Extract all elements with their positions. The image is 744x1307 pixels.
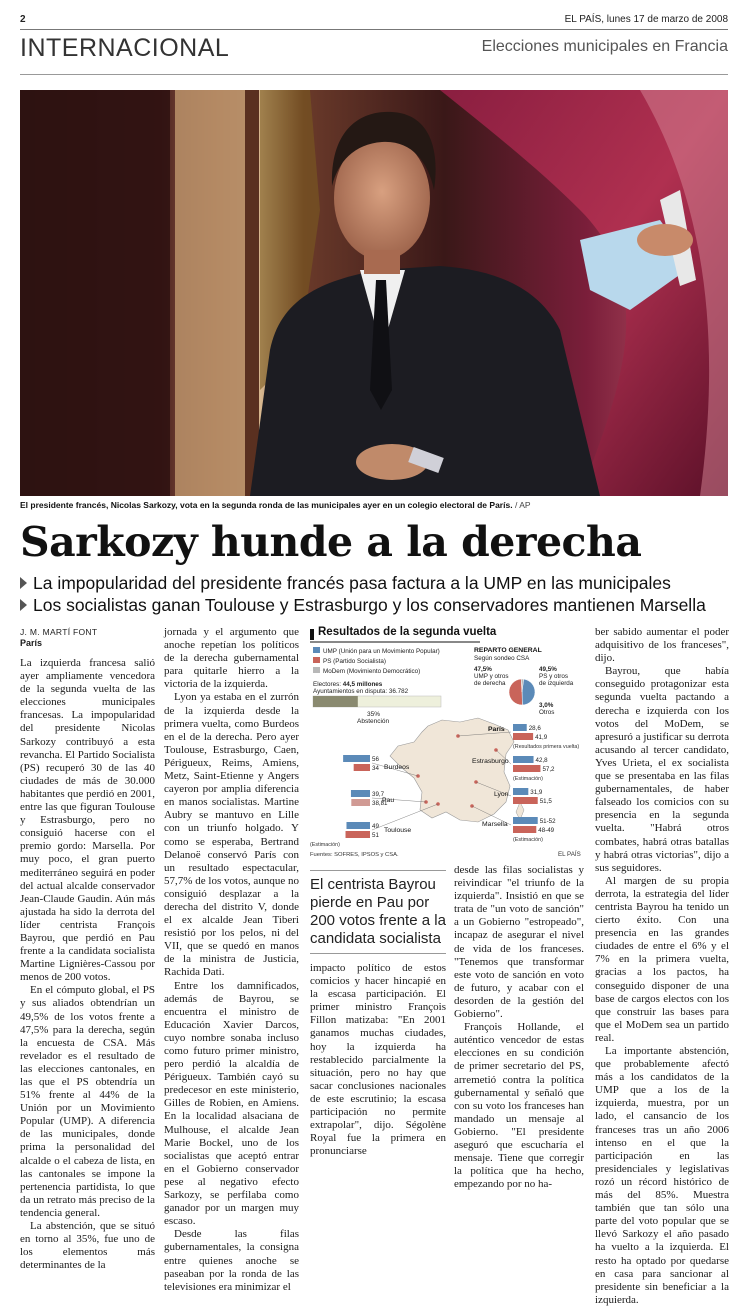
- deck-line-1: [20, 573, 728, 594]
- paragraph: Al margen de su propia derrota, la estrategia del líder centrista Bayrou ha tenido un cierto éxito. Con una presencia en las grandes ciudades de entre el 6% y el 7% en la primera vuelta, gracias a los pactos, ha conseguido disponer de una base de cargos electos con los que construir las bases para que el MoDem sea un partido real.: [595, 874, 729, 1044]
- paragraph: Lyon ya estaba en el zurrón de la izquierda desde la primera vuelta, como Burdeos en el de la derecha. Pero ayer Toulouse, Estrasburgo, Caen, Périgueux, Reims, Amiens, Metz, Saint-Etienne y Angers cayeron por amplia diferencia en manos socialistas. Martine Aubry se mantuvo en Lille con un triunfo holgado. Y como se esperaba, Bertrand Delanoë conservó París con un resultado espectacular, 57,7% de los votos, aunque no consiguió desplazar a la derecha del distrito V, donde el ex alcalde Jean Tiberi resistió por los pelos, ni del VII, que se quedó en manos de la ministra de Justicia, Rachida Dati.: [164, 691, 299, 979]
- pie-label-otros-pct: 3,0%: [539, 702, 554, 709]
- paragraph: Bayrou, que había conseguido protagonizar esta segunda vuelta pactando a derecha e izquierda con los votos del MoDem, se apresuró a justificar su derrota acusando al tercer candidato, Yves Urieta, el ex socialista que se presentaba en las filas gubernamentales, de haber falseado los comicios con su presencia en la segunda vuelta. "Habrá otros combates, habrá otras batallas y habrá otras victorias", dijo a sus seguidores.: [595, 665, 729, 874]
- sources: Fuentes: SOFRES, IPSOS y CSA.: [310, 852, 399, 858]
- value-ump-burdeos: 56: [372, 756, 379, 763]
- value-ump-marsella: 51-52: [539, 818, 556, 825]
- pie-label-otros: Otros: [539, 709, 555, 716]
- pie-label-ump-2: de derecha: [474, 680, 506, 687]
- electores-label: [313, 681, 383, 688]
- pullquote: El centrista Bayrou pierde en Pau por 200 votos frente a la candidata socialista: [310, 876, 446, 947]
- value-ps-marsella: 48-49: [538, 827, 555, 834]
- note-toulouse: (Estimación): [310, 842, 340, 848]
- city-label-lyon: Lyon: [494, 791, 509, 798]
- bar-ps-burdeos: [354, 764, 370, 771]
- value-ump-toulouse: 49: [372, 823, 379, 830]
- deck-text-1: La impopularidad del presidente francés pasa factura a la UMP en las municipales: [33, 573, 671, 593]
- bar-ps-pau-overlay: [351, 799, 370, 806]
- city-label-burdeos: Burdeos: [384, 764, 410, 771]
- city-label-pau: Pau: [382, 797, 395, 804]
- ayuntamientos: Ayuntamientos en disputa: 36.782: [313, 688, 409, 695]
- infographic-graphic: [310, 626, 584, 860]
- body-column-2: [164, 626, 299, 1294]
- legend-swatch-ps: [313, 657, 320, 663]
- paragraph: ber sabido aumentar el poder adquisitivo de los franceses", dijo.: [595, 626, 729, 665]
- pie-chart: [509, 679, 535, 705]
- pie-label-ps-2: de izquierda: [539, 680, 574, 687]
- legend-modem: MoDem (Movimiento Democrático): [323, 668, 421, 675]
- paragraph: En el cómputo global, el PS y sus aliados obtendrían un 49,5% de los votos frente a 47,5% para la derecha, según la encuesta de CSA. Más revelador es el resultado de las elecciones cantonales, en las que el PS obtendría un 51% frente al 44% de la Unión por un Movimiento Popular (UMP). A diferencia de las municipales, donde prima la personalidad del alcalde o el cabeza de lista, en las cantonales se impone la pertenencia partidista, lo que da un retrato más preciso de la tendencia general.: [20, 984, 155, 1219]
- note-pars: (Resultados primera vuelta): [513, 744, 580, 750]
- body-column-5: [595, 626, 729, 1307]
- value-ps-toulouse: 51: [372, 832, 379, 839]
- city-label-marsella: Marsella: [482, 821, 508, 828]
- note-estrasburgo: (Estimación): [513, 776, 543, 782]
- photo-illustration: [20, 90, 728, 496]
- body-column-1: [20, 657, 155, 1272]
- section-subtitle: Elecciones municipales en Francia: [481, 38, 728, 55]
- legend-swatch-ump: [313, 647, 320, 653]
- triangle-bullet-icon: [20, 599, 27, 611]
- page-number: 2: [20, 14, 26, 25]
- value-ps-lyon: 51,5: [539, 798, 552, 805]
- value-ump-lyon: 31,9: [530, 789, 543, 796]
- paragraph: impacto político de estos comicios y hacer hincapié en la escasa participación. El primer ministro François Fillon matizaba: "En 2001 ganamos muchas ciudades, hoy la izquierda ha restablecido parcialmente la situación, pero no hay que sacar conclusiones nacionales de este escrutinio; la escasa participación no permite extrapolar", dijo. Ségolène Royal fue la primera en pronunciarse: [310, 962, 446, 1158]
- pie-slice-0: [522, 679, 535, 705]
- sarkozy-photo: [20, 90, 728, 496]
- value-ps-burdeos: 34: [372, 765, 379, 772]
- pie-label-ps-1: PS y otros: [539, 673, 569, 680]
- photo-credit: / AP: [514, 500, 531, 510]
- city-label-toulouse: Toulouse: [384, 827, 412, 834]
- bar-ump-toulouse: [346, 822, 370, 829]
- paragraph: La izquierda francesa salió ayer ampliamente vencedora de la segunda vuelta de las elecciones municipales francesas. La impopularidad del presidente Nicolas Sarkozy contribuyó a esta revancha. El Partido Socialista (PS) recuperó 30 de las 40 ciudades de más de 30.000 habitantes que perdió en 2001, entre las que figuran Toulouse y Estrasburgo, pero no consiguió hacerse con el premio gordo: Marsella. Por muy poco, el gran puerto mediterráneo seguirá en poder del actual alcalde conservador Jean-Claude Gaudin. Aún más ajustada ha sido la derrota del líder centrista François Bayrou, que perdió en Pau frente a la candidata socialista Martine Lignières-Cassou por menos de 200 votos.: [20, 657, 156, 984]
- bar-ps-estrasburgo: [513, 765, 540, 772]
- value-ps-estrasburgo: 57,2: [542, 766, 555, 773]
- paragraph: La abstención, que se situó en torno al 35%, fue uno de los elementos más determinantes de la: [20, 1220, 155, 1272]
- page-date: EL PAÍS, lunes 17 de marzo de 2008: [564, 14, 728, 25]
- legend-swatch-modem: [313, 667, 320, 673]
- pie-label-ump-pct: 47,5%: [474, 666, 492, 673]
- byline: J. M. MARTÍ FONT: [20, 627, 98, 637]
- photo-caption-text: El presidente francés, Nicolas Sarkozy, vota en la segunda ronda de las municipales ayer en un colegio electoral de París.: [20, 500, 513, 510]
- abstention-fill: [313, 696, 358, 707]
- deck-text-2: Los socialistas ganan Toulouse y Estrasburgo y los conservadores mantienen Marsella: [33, 595, 706, 615]
- section-rule: [20, 74, 728, 75]
- bar-ump-estrasburgo: [513, 756, 534, 763]
- paragraph: Desde las filas gubernamentales, la consigna entre quienes anoche se paseaban por la ronda de las televisiones era minimizar el: [164, 1228, 299, 1293]
- paragraph: La importante abstención, que probablemente afectó más a los candidatos de la UMP que a los de la izquierda, muestra, por un lado, el cansancio de los franceses tras un año 2006 intenso en el que la participación en las presidenciales y legislativas rozó un récord histórico de más del 85%. Muestra también que tan sólo una parte del voto popular que se llevó Sarkozy el año pasado ha vuelto a la izquierda. El resto ha optado por quedarse en casa para sancionar al presidente sin beneficiar a la izquierda.: [595, 1045, 729, 1306]
- bar-ps-pars: [513, 733, 533, 740]
- header-rule: [20, 29, 728, 30]
- paragraph: desde las filas socialistas y reivindicar "el triunfo de la izquierda". Insistió en que se trata de "un voto de sanción" a un Gobierno "estropeado", incapaz de asegurar el nivel de vida de los franceses. "Tenemos que transformar este voto de sanción en voto de futuro, y acabar con el desorden de la gestión del Gobierno".: [454, 864, 584, 1021]
- bar-ump-lyon: [513, 788, 528, 795]
- pie-label-ump-1: UMP y otros: [474, 673, 509, 680]
- note-marsella: (Estimación): [513, 837, 543, 843]
- bar-ump-pau: [351, 790, 370, 797]
- abstention-label: Abstención: [357, 718, 390, 725]
- bar-ump-pars: [513, 724, 527, 731]
- abstention-value: 35%: [367, 711, 381, 718]
- electores-value: 44,5 millones: [342, 681, 383, 688]
- legend-ump: UMP (Unión para un Movimiento Popular): [323, 648, 440, 655]
- bar-ps-marsella: [513, 826, 536, 833]
- bar-ps-toulouse: [346, 831, 370, 838]
- paragraph: Entre los damnificados, además de Bayrou, se encuentra el ministro de Educación Xavier Darcos, cuyo nombre sonaba incluso como futuro primer ministro, pero perdió la alcaldía de Périgueux. También cayó su predecesor en este ministerio, Gilles de Robien, en Amiens. En la localidad alsaciana de Mulhouse, el alcalde Jean Marie Bockel, uno de los socialistas que aceptó entrar en el Gobierno conservador pese al negativo efecto Sarkozy, se perfilaba como ganador por un margen muy escaso.: [164, 979, 299, 1228]
- page-header: [20, 14, 728, 28]
- reparto-subtitle: Según sondeo CSA: [474, 655, 530, 662]
- headline: Sarkozy hunde a la derecha: [20, 518, 642, 566]
- photo-caption: [20, 500, 728, 510]
- electores-text: Electores:: [313, 681, 341, 688]
- results-infographic: [310, 626, 584, 860]
- pullquote-rule: [310, 953, 446, 954]
- city-label-pars: París: [488, 726, 505, 733]
- value-ps-pau: 38,81: [372, 800, 388, 807]
- paragraph: François Hollande, el auténtico vencedor de estas elecciones en su condición de primer secretario del PS, arremetió contra la política gubernamental y señaló que con su voto los franceses han mandado un mensaje al Gobierno. "El presidente aseguró que escucharía el mensaje. Tiene que corregir la política que ha hecho, empezando por no ha-: [454, 1021, 584, 1191]
- city-label-estrasburgo: Estrasburgo: [472, 758, 509, 765]
- body-column-4: [454, 864, 584, 1191]
- pie-slice-1: [509, 679, 522, 705]
- value-ump-estrasburgo: 42,8: [535, 757, 548, 764]
- pie-label-ps-pct: 49,5%: [539, 666, 557, 673]
- bar-ump-marsella: [513, 817, 538, 824]
- deck-line-2: [20, 595, 728, 616]
- brand: EL PAÍS: [558, 851, 581, 858]
- dateline: París: [20, 638, 43, 648]
- legend-ps: PS (Partido Socialista): [323, 658, 386, 665]
- body-column-3: [310, 962, 446, 1158]
- section-title: INTERNACIONAL: [20, 34, 230, 62]
- bar-ps-lyon: [513, 797, 538, 804]
- pullquote-rule: [310, 870, 446, 871]
- paragraph: jornada y el argumento que anoche repetían los políticos de la derecha gubernamental para quitarle hierro a la victoria de la izquierda.: [164, 626, 299, 691]
- value-ump-pau: 39,7: [372, 791, 385, 798]
- value-ps-pars: 41,9: [535, 734, 548, 741]
- reparto-title: REPARTO GENERAL: [474, 647, 542, 654]
- triangle-bullet-icon: [20, 577, 27, 589]
- bar-ump-burdeos: [343, 755, 370, 762]
- infographic-title: Resultados de la segunda vuelta: [318, 626, 497, 638]
- value-ump-pars: 28,6: [528, 725, 541, 732]
